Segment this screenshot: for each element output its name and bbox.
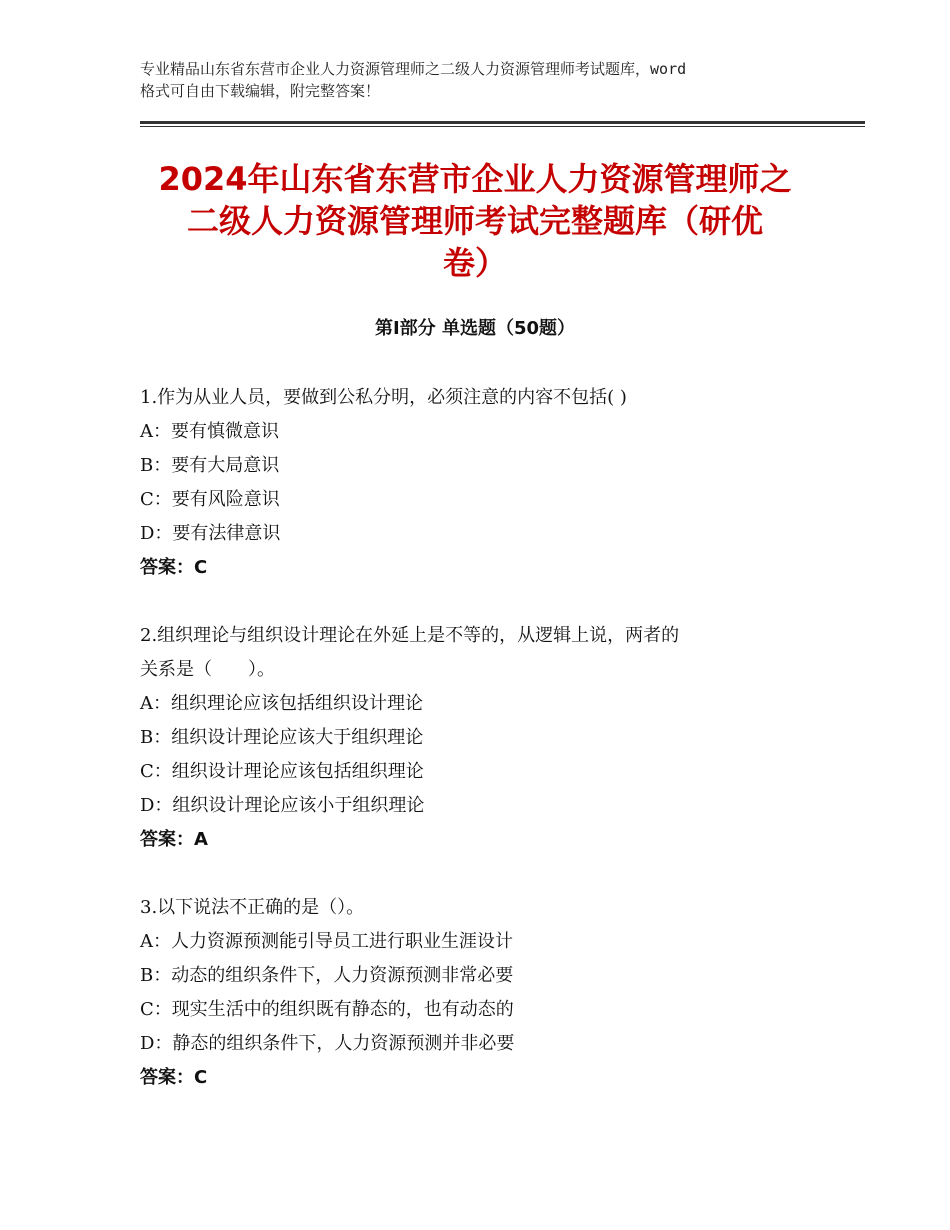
question-3: [140, 891, 840, 1095]
section-title: 第Ⅰ部分 单选题（50题）: [374, 318, 575, 339]
header-note: [140, 58, 820, 102]
question-3-option-d: D：静态的组织条件下，人力资源预测并非必要: [140, 1033, 515, 1054]
question-3-option-a: A：人力资源预测能引导员工进行职业生涯设计: [140, 931, 513, 952]
document-title-line-3: 卷）: [442, 244, 507, 282]
question-3-stem: 3.以下说法不正确的是（）。: [140, 897, 365, 918]
question-2-stem-line-2: 关系是（ ）。: [140, 659, 275, 680]
question-2-answer: 答案：A: [140, 829, 208, 850]
question-2-option-b: B：组织设计理论应该大于组织理论: [140, 727, 424, 748]
question-2-option-a: A：组织理论应该包括组织设计理论: [140, 693, 423, 714]
header-note-line-1: 专业精品山东省东营市企业人力资源管理师之二级人力资源管理师考试题库，word: [140, 60, 687, 78]
question-2-option-c: C：组织设计理论应该包括组织理论: [140, 761, 424, 782]
header-note-line-2: 格式可自由下载编辑，附完整答案！: [140, 82, 381, 100]
question-list: [140, 381, 840, 1129]
question-1-option-a: A：要有慎微意识: [140, 421, 279, 442]
document-title: [120, 158, 830, 284]
header-divider-thin: [140, 126, 865, 127]
question-2-option-d: D：组织设计理论应该小于组织理论: [140, 795, 425, 816]
question-1-answer: 答案：C: [140, 557, 208, 578]
question-3-option-c: C：现实生活中的组织既有静态的，也有动态的: [140, 999, 514, 1020]
question-2: [140, 619, 840, 857]
question-1-option-d: D：要有法律意识: [140, 523, 281, 544]
question-1-option-b: B：要有大局意识: [140, 455, 280, 476]
question-3-option-b: B：动态的组织条件下，人力资源预测非常必要: [140, 965, 514, 986]
question-1-option-c: C：要有风险意识: [140, 489, 280, 510]
question-1: [140, 381, 840, 585]
question-1-stem: 1.作为从业人员，要做到公私分明，必须注意的内容不包括( ): [140, 387, 627, 408]
document-title-line-1: 2024年山东省东营市企业人力资源管理师之: [158, 160, 792, 198]
header-divider-thick: [140, 121, 865, 124]
question-3-answer: 答案：C: [140, 1067, 208, 1088]
document-title-line-2: 二级人力资源管理师考试完整题库（研优: [186, 202, 763, 240]
question-2-stem-line-1: 2.组织理论与组织设计理论在外延上是不等的，从逻辑上说，两者的: [140, 625, 680, 646]
